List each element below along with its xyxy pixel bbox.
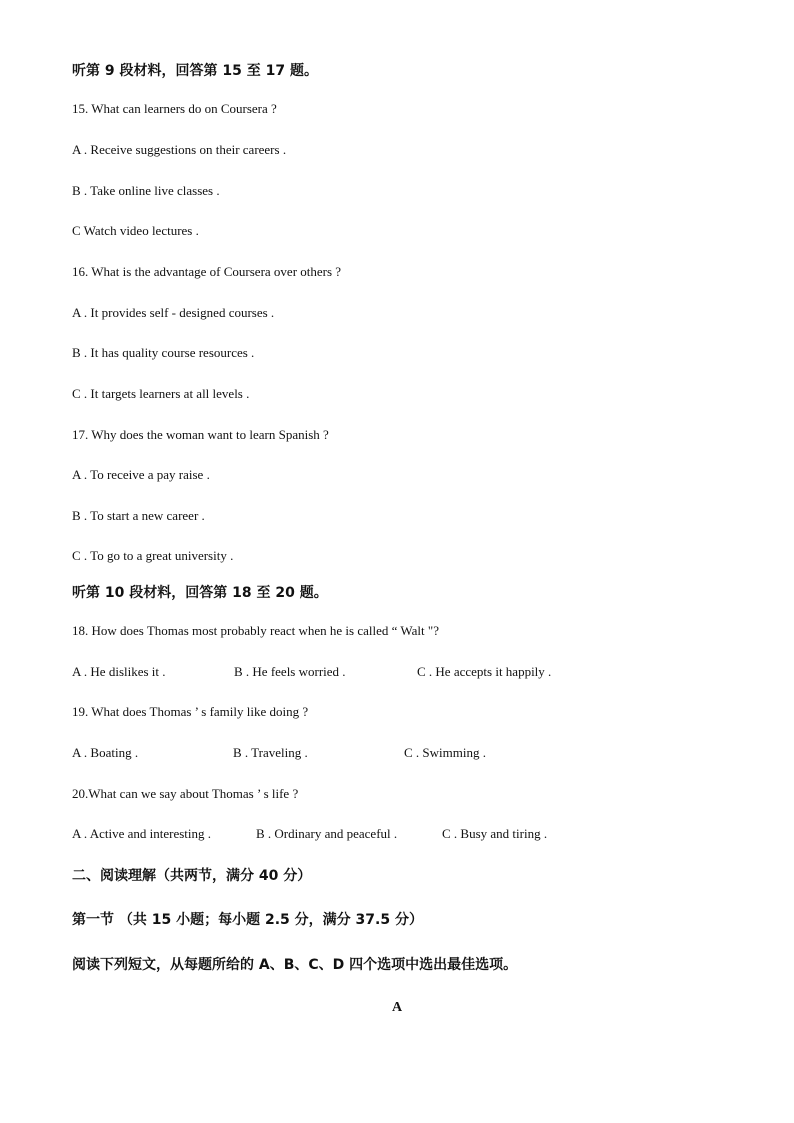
- question-18-option-c: C . He accepts it happily .: [417, 664, 552, 679]
- question-20-option-c: C . Busy and tiring .: [442, 826, 548, 841]
- section-9-heading: 听第 9 段材料，回答第 15 至 17 题。: [72, 63, 318, 79]
- question-19-options: [0, 745, 794, 761]
- passage-label: A: [391, 1000, 403, 1015]
- question-20-option-b: B . Ordinary and peaceful .: [256, 826, 398, 841]
- question-17-option-c: C . To go to a great university .: [72, 548, 234, 563]
- question-16-option-a: A . It provides self - designed courses .: [72, 305, 275, 320]
- question-17-option-a: A . To receive a pay raise .: [72, 467, 210, 482]
- question-15: 15. What can learners do on Coursera ?: [72, 101, 277, 116]
- question-18-option-a: A . He dislikes it .: [72, 664, 166, 679]
- question-20: 20.What can we say about Thomas ’ s life ?: [72, 786, 299, 801]
- question-16-option-c: C . It targets learners at all levels .: [72, 386, 250, 401]
- question-15-option-c: C Watch video lectures .: [72, 223, 199, 238]
- question-15-option-b: B . Take online live classes .: [72, 183, 220, 198]
- question-20-options: [0, 826, 794, 842]
- section-10-heading: 听第 10 段材料，回答第 18 至 20 题。: [72, 585, 328, 601]
- question-18-options: [0, 664, 794, 680]
- question-17-option-b: B . To start a new career .: [72, 508, 205, 523]
- question-19: 19. What does Thomas ’ s family like doing ?: [72, 704, 309, 719]
- question-18-option-b: B . He feels worried .: [234, 664, 346, 679]
- question-19-option-b: B . Traveling .: [233, 745, 308, 760]
- question-20-option-a: A . Active and interesting .: [72, 826, 212, 841]
- part-2-heading: 二、阅读理解（共两节，满分 40 分）: [72, 868, 312, 884]
- question-16: 16. What is the advantage of Coursera over others ?: [72, 264, 342, 279]
- part-2-section-1-heading: 第一节 （共 15 小题；每小题 2.5 分，满分 37.5 分）: [72, 912, 423, 928]
- question-18: 18. How does Thomas most probably react when he is called “ Walt "?: [72, 623, 439, 638]
- question-17: 17. Why does the woman want to learn Spanish ?: [72, 427, 329, 442]
- question-15-option-a: A . Receive suggestions on their careers .: [72, 142, 287, 157]
- part-2-instruction: 阅读下列短文，从每题所给的 A、B、C、D 四个选项中选出最佳选项。: [72, 957, 518, 973]
- question-16-option-b: B . It has quality course resources .: [72, 345, 255, 360]
- question-19-option-a: A . Boating .: [72, 745, 139, 760]
- question-19-option-c: C . Swimming .: [404, 745, 486, 760]
